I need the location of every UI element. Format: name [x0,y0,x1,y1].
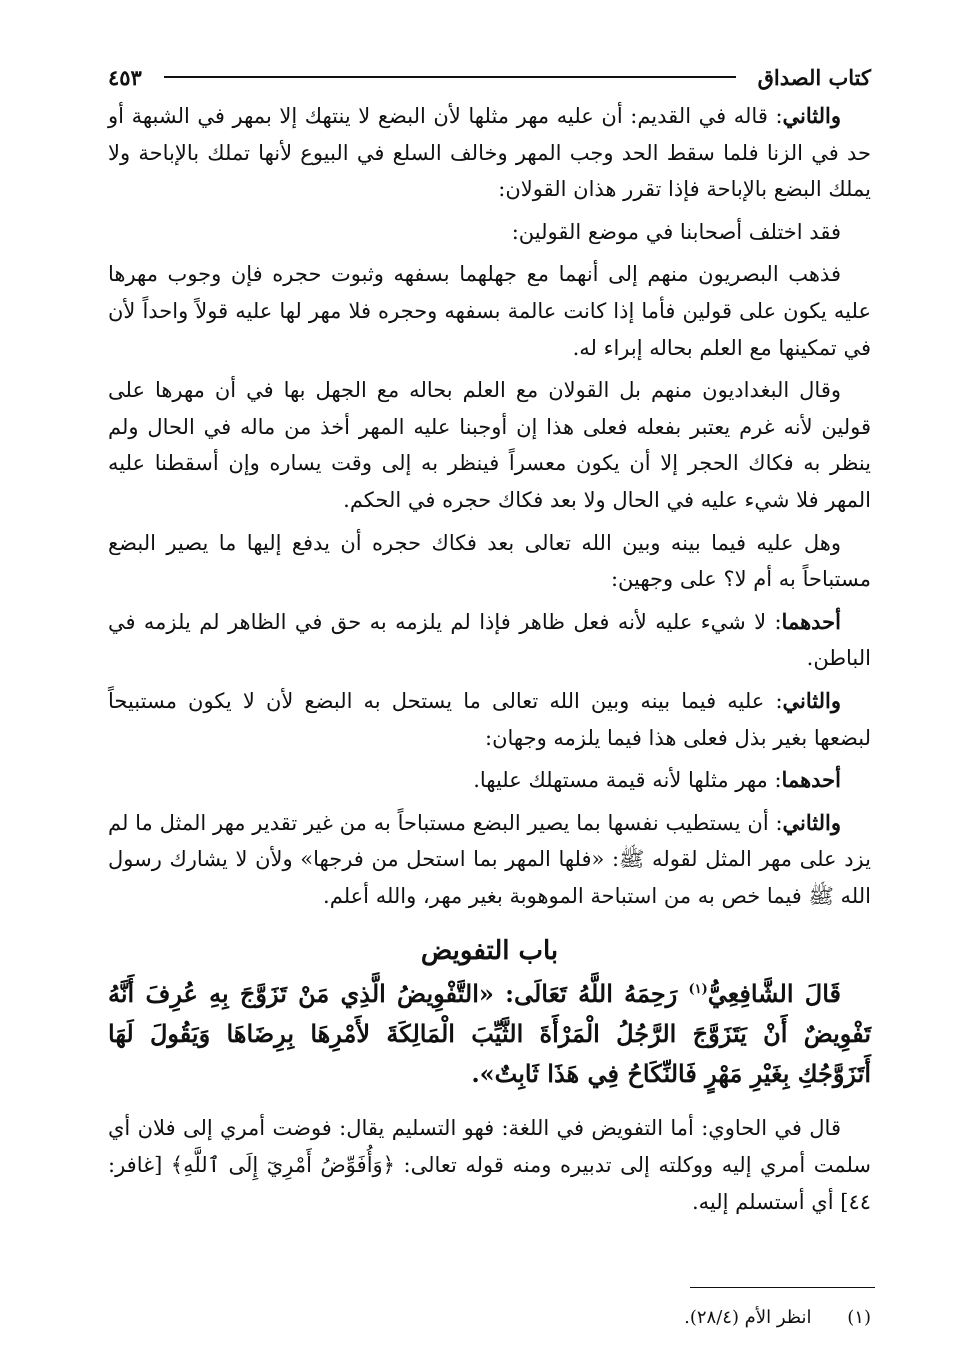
paragraph-label: والثاني [782,687,841,713]
paragraph [108,214,871,251]
footnote-number: (١) [847,1307,871,1328]
paragraph-text: وهل عليه فيما بينه وبين الله تعالى بعد فكاك حجره أن يدفع إليها ما يصير البضع مستباحاً به أم لا؟ على وجهين: [108,530,871,592]
paragraph-text: فقد اختلف أصحابنا في موضع القولين: [511,219,841,244]
paragraph-text: : عليه فيما بينه وبين الله تعالى ما يستحل به البضع لأن لا يكون مستبيحاً لبضعها بغير بذل فعلى هذا فيما يلزمه وجهان: [108,688,871,750]
paragraph-label: والثاني [782,103,841,128]
paragraph [108,604,871,677]
paragraph [108,372,871,518]
paragraph [108,805,871,915]
footnote-divider [690,1287,875,1288]
paragraph-text: : لا شيء عليه لأنه فعل ظاهر فإذا لم يلزمه به حق في الظاهر لم يلزمه في الباطن. [108,609,871,671]
page-header [108,58,871,96]
shafii-quote [108,970,871,1094]
running-head: كتاب الصداق [757,64,871,90]
paragraph [108,525,871,598]
quote-text: رَحِمَهُ اللَّهُ تَعَالَى: «التَّفْوِيضُ الَّذِي مَنْ تَزَوَّجَ بِهِ عُرِفَ أَنَّهُ تَفْوِيضٌ أَنْ يَتَزَوَّجَ الرَّجُلُ الْمَرْأَةَ الثَّيِّبَ الْمَالِكَةَ لأَمْرِهَا بِرِضَاهَا وَيَقُولَ لَهَا أَتَزَوَّجُكِ بِغَيْرِ مَهْرٍ فَالنِّكَاحُ فِي هَذَا ثَابِتٌ». [108,979,871,1089]
footnote-marker: (١) [688,982,708,998]
footnote [684,1307,871,1328]
commentary-paragraph [108,1110,871,1220]
paragraph-label: أحدهما [781,608,841,634]
paragraph-text: : مهر مثلها لأنه قيمة مستهلك عليها. [473,768,782,793]
paragraph-text: فذهب البصريون منهم إلى أنهما مع جهلهما بسفهه وثبوت حجره فإن وجوب مهرها عليه يكون على قولين فأما إذا كانت عالمة بسفهه وحجره فلا مهر لها عليه قولاً واحداً لأن في تمكينها مع العلم بحاله إبراء له. [108,262,871,360]
paragraph [108,98,871,208]
paragraph-text: قال في الحاوي: أما التفويض في اللغة: فهو التسليم يقال: فوضت أمري إلى فلان أي سلمت أمري إليه ووكلته إلى تدبيره ومنه قوله تعالى: ﴿وَأُفَوِّضُ أَمْرِيٓ إِلَى ٱللَّهِ﴾ [غافر: ٤٤] أي أستسلم إليه. [108,1116,871,1214]
header-rule [164,76,736,78]
paragraph [108,256,871,366]
paragraph [108,683,871,756]
quote-speaker: قَالَ الشَّافِعِيُّ [707,979,841,1009]
paragraph [108,762,871,799]
paragraph-label: والثاني [782,809,841,835]
section-title: باب التفويض [420,936,559,967]
paragraph-text: : أن يستطيب نفسها بما يصير البضع مستباحاً به من غير تقدير مهر المثل ما لم يزد على مهر المثل لقوله ﷺ: «فلها المهر بما استحل من فرجها» ولأن لا يشارك رسول الله ﷺ فيما خص به من استباحة الموهوبة بغير مهر، والله أعلم. [108,810,871,908]
paragraph-text: وقال البغداديون منهم بل القولان مع العلم بحاله مع الجهل بها في أن مهرها على قولين لأنه غرم يعتبر بفعله فعلى هذا إن أوجبنا عليه المهر أخذ من ماله في الحال ولم ينظر به فكاك الحجر إلا أن يكون معسراً فينظر به إلى وقت يساره وإن أسقطنا عليه المهر فلا شيء عليه في الحال ولا بعد فكاك حجره في الحكم. [108,378,871,512]
paragraph-text: : قاله في القديم: أن عليه مهر مثلها لأن البضع لا ينتهك إلا بمهر في الشبهة أو حد في الزنا فلما سقط الحد وجب المهر وخالف السلع في البيوع لأنها تملك بالإباحة ولا يملك البضع بالإباحة فإذا تقرر هذان القولان: [108,104,871,202]
page-number: ٤٥٣ [108,64,142,90]
footnote-text: انظر الأم (٢٨/٤). [684,1307,812,1328]
paragraph-label: أحدهما [781,767,841,793]
page-body [108,98,871,1220]
